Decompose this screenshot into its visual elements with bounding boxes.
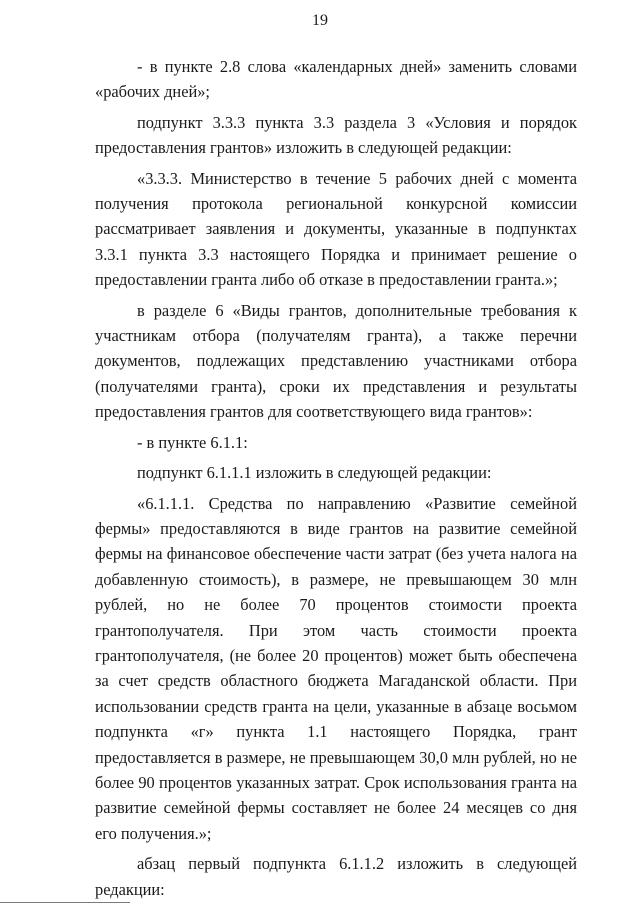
paragraph-section-6-intro: в разделе 6 «Виды грантов, дополнительные требования к участникам отбора (получателям гранта), а также перечни документов, подлежащих представлению участниками отбора (получателями гранта), сроки их представления и результаты предоставления грантов для соответствующего вида грантов»: <box>95 300 577 422</box>
paragraph-subclause-3-3-3-intro: подпункт 3.3.3 пункта 3.3 раздела 3 «Условия и порядок предоставления грантов» изложить в следующей редакции: <box>95 112 577 158</box>
paragraph-subclause-3-3-3-text: «3.3.3. Министерство в течение 5 рабочих дней с момента получения протокола региональной конкурсной комиссии рассматривает заявления и документы, указанные в подпунктах 3.3.1 пункта 3.3 настоящего Порядка и принимает решение о предоставлении гранта либо об отказе в предоставлении гранта.»; <box>95 168 577 290</box>
paragraph-subclause-6-1-1-1-intro: подпункт 6.1.1.1 изложить в следующей редакции: <box>137 463 492 483</box>
footer-divider <box>0 902 130 903</box>
document-body <box>95 54 577 907</box>
paragraph-subclause-6-1-1-2-intro: абзац первый подпункта 6.1.1.2 изложить в следующей редакции: <box>95 854 577 899</box>
paragraph-subclause-6-1-1-1-text: «6.1.1.1. Средства по направлению «Развитие семейной фермы» предоставляются в виде грантов на развитие семейной фермы на финансовое обеспечение части затрат (без учета налога на добавленную стоимость), в размере, не превышающем 30 млн рублей, но не более 70 процентов стоимости проекта грантополучателя. При этом часть стоимости проекта грантополучателя, (не более 20 процентов) может быть обеспечена за счет средств областного бюджета Магаданской области. При использовании средств гранта на цели, указанные в абзаце восьмом подпункта «г» пункта 1.1 настоящего Порядка, грант предоставляется в размере, не превышающем 30,0 млн рублей, но не более 90 процентов указанных затрат. Срок использования гранта на развитие семейной фермы составляет не более 24 месяцев со дня его получения.»; <box>95 493 577 843</box>
page-number: 19 <box>312 12 328 29</box>
paragraph-clause-2-8: - в пункте 2.8 слова «календарных дней» заменить словами «рабочих дней»; <box>95 57 577 102</box>
paragraph-clause-6-1-1: - в пункте 6.1.1: <box>137 432 248 452</box>
